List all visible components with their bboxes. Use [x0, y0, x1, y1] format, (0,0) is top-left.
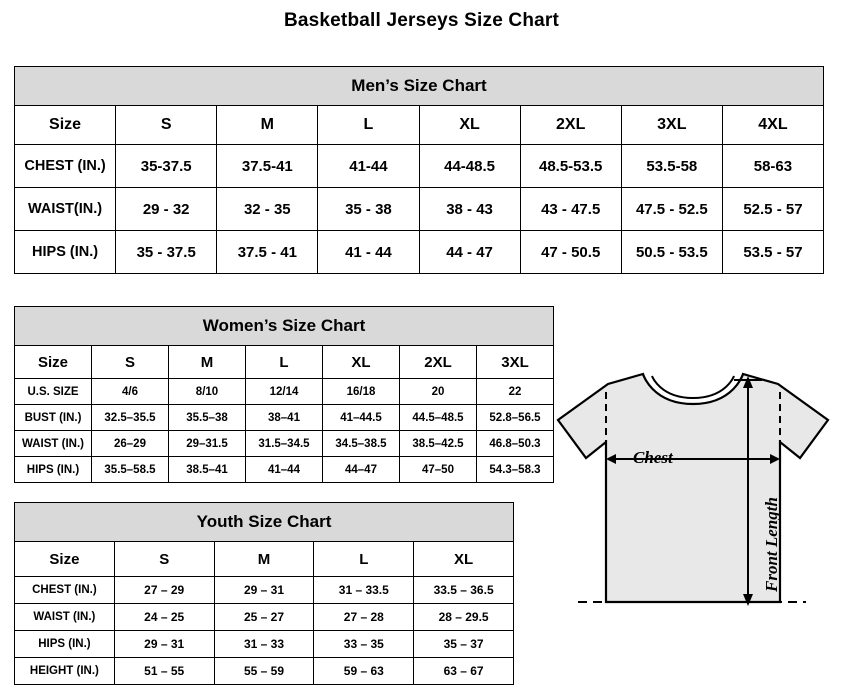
womens-col-6: 3XL	[477, 346, 554, 379]
youth-size-table	[14, 502, 514, 685]
youth-chest-m: 29 – 31	[214, 577, 314, 604]
womens-row-label-waist: WAIST (IN.)	[15, 431, 92, 457]
table-header-row	[15, 542, 514, 577]
jersey-illustration	[548, 362, 838, 682]
mens-chest-l: 41-44	[318, 145, 419, 188]
mens-row-label-waist: WAIST(IN.)	[15, 188, 116, 231]
womens-hips-xl: 44–47	[323, 457, 400, 483]
womens-row-label-hips: HIPS (IN.)	[15, 457, 92, 483]
table-caption-row	[15, 307, 554, 346]
mens-waist-l: 35 - 38	[318, 188, 419, 231]
mens-waist-s: 29 - 32	[116, 188, 217, 231]
womens-hips-s: 35.5–58.5	[92, 457, 169, 483]
mens-hips-3xl: 50.5 - 53.5	[621, 231, 722, 274]
womens-row-label-bust: BUST (IN.)	[15, 405, 92, 431]
mens-col-7: 4XL	[722, 106, 823, 145]
mens-hips-s: 35 - 37.5	[116, 231, 217, 274]
womens-waist-m: 29–31.5	[169, 431, 246, 457]
womens-hips-l: 41–44	[246, 457, 323, 483]
youth-height-s: 51 – 55	[114, 658, 214, 685]
youth-hips-s: 29 – 31	[114, 631, 214, 658]
youth-waist-s: 24 – 25	[114, 604, 214, 631]
mens-row-label-chest: CHEST (IN.)	[15, 145, 116, 188]
mens-chest-m: 37.5-41	[217, 145, 318, 188]
womens-bust-l: 38–41	[246, 405, 323, 431]
youth-row-label-hips: HIPS (IN.)	[15, 631, 115, 658]
jersey-measurement-diagram	[548, 362, 838, 682]
mens-chest-s: 35-37.5	[116, 145, 217, 188]
womens-col-4: XL	[323, 346, 400, 379]
table-caption-row	[15, 503, 514, 542]
mens-waist-4xl: 52.5 - 57	[722, 188, 823, 231]
mens-col-6: 3XL	[621, 106, 722, 145]
table-row	[15, 457, 554, 483]
youth-col-4: XL	[414, 542, 514, 577]
chest-label: Chest	[633, 448, 673, 467]
table-row	[15, 145, 824, 188]
mens-hips-4xl: 53.5 - 57	[722, 231, 823, 274]
youth-col-1: S	[114, 542, 214, 577]
womens-hips-3xl: 54.3–58.3	[477, 457, 554, 483]
mens-col-0: Size	[15, 106, 116, 145]
mens-hips-xl: 44 - 47	[419, 231, 520, 274]
youth-caption: Youth Size Chart	[15, 503, 514, 542]
front-length-label: Front Length	[762, 497, 781, 592]
mens-chest-2xl: 48.5-53.5	[520, 145, 621, 188]
womens-bust-xl: 41–44.5	[323, 405, 400, 431]
youth-chest-xl: 33.5 – 36.5	[414, 577, 514, 604]
page-title: Basketball Jerseys Size Chart	[283, 10, 560, 31]
womens-bust-3xl: 52.8–56.5	[477, 405, 554, 431]
mens-row-label-hips: HIPS (IN.)	[15, 231, 116, 274]
womens-ussize-2xl: 20	[400, 379, 477, 405]
youth-col-3: L	[314, 542, 414, 577]
mens-hips-l: 41 - 44	[318, 231, 419, 274]
womens-size-chart	[14, 306, 554, 483]
youth-waist-l: 27 – 28	[314, 604, 414, 631]
womens-bust-s: 32.5–35.5	[92, 405, 169, 431]
mens-size-chart	[14, 66, 824, 274]
table-row	[15, 231, 824, 274]
womens-col-0: Size	[15, 346, 92, 379]
table-header-row	[15, 106, 824, 145]
youth-row-label-height: HEIGHT (IN.)	[15, 658, 115, 685]
womens-waist-s: 26–29	[92, 431, 169, 457]
table-row	[15, 658, 514, 685]
youth-height-xl: 63 – 67	[414, 658, 514, 685]
mens-chest-xl: 44-48.5	[419, 145, 520, 188]
womens-waist-l: 31.5–34.5	[246, 431, 323, 457]
table-row	[15, 379, 554, 405]
youth-row-label-waist: WAIST (IN.)	[15, 604, 115, 631]
womens-bust-2xl: 44.5–48.5	[400, 405, 477, 431]
table-row	[15, 431, 554, 457]
womens-ussize-xl: 16/18	[323, 379, 400, 405]
table-header-row	[15, 346, 554, 379]
mens-size-table	[14, 66, 824, 274]
mens-col-5: 2XL	[520, 106, 621, 145]
table-row	[15, 631, 514, 658]
mens-waist-m: 32 - 35	[217, 188, 318, 231]
mens-col-2: M	[217, 106, 318, 145]
womens-bust-m: 35.5–38	[169, 405, 246, 431]
womens-col-1: S	[92, 346, 169, 379]
mens-col-1: S	[116, 106, 217, 145]
womens-col-3: L	[246, 346, 323, 379]
table-row	[15, 604, 514, 631]
table-row	[15, 188, 824, 231]
mens-hips-m: 37.5 - 41	[217, 231, 318, 274]
table-caption-row	[15, 67, 824, 106]
youth-size-chart	[14, 502, 514, 685]
womens-hips-2xl: 47–50	[400, 457, 477, 483]
womens-size-table	[14, 306, 554, 483]
mens-waist-xl: 38 - 43	[419, 188, 520, 231]
womens-waist-3xl: 46.8–50.3	[477, 431, 554, 457]
youth-waist-m: 25 – 27	[214, 604, 314, 631]
youth-hips-l: 33 – 35	[314, 631, 414, 658]
womens-ussize-s: 4/6	[92, 379, 169, 405]
table-row	[15, 405, 554, 431]
youth-height-l: 59 – 63	[314, 658, 414, 685]
womens-ussize-l: 12/14	[246, 379, 323, 405]
mens-hips-2xl: 47 - 50.5	[520, 231, 621, 274]
youth-col-0: Size	[15, 542, 115, 577]
womens-col-5: 2XL	[400, 346, 477, 379]
womens-ussize-m: 8/10	[169, 379, 246, 405]
youth-height-m: 55 – 59	[214, 658, 314, 685]
womens-caption: Women’s Size Chart	[15, 307, 554, 346]
mens-chest-3xl: 53.5-58	[621, 145, 722, 188]
youth-hips-xl: 35 – 37	[414, 631, 514, 658]
mens-chest-4xl: 58-63	[722, 145, 823, 188]
youth-col-2: M	[214, 542, 314, 577]
womens-waist-2xl: 38.5–42.5	[400, 431, 477, 457]
mens-waist-2xl: 43 - 47.5	[520, 188, 621, 231]
youth-hips-m: 31 – 33	[214, 631, 314, 658]
youth-chest-s: 27 – 29	[114, 577, 214, 604]
mens-caption: Men’s Size Chart	[15, 67, 824, 106]
mens-waist-3xl: 47.5 - 52.5	[621, 188, 722, 231]
womens-waist-xl: 34.5–38.5	[323, 431, 400, 457]
jersey-outline	[558, 374, 828, 602]
womens-hips-m: 38.5–41	[169, 457, 246, 483]
mens-col-3: L	[318, 106, 419, 145]
table-row	[15, 577, 514, 604]
youth-chest-l: 31 – 33.5	[314, 577, 414, 604]
womens-row-label-ussize: U.S. SIZE	[15, 379, 92, 405]
jersey-collar	[652, 376, 734, 398]
youth-row-label-chest: CHEST (IN.)	[15, 577, 115, 604]
mens-col-4: XL	[419, 106, 520, 145]
womens-ussize-3xl: 22	[477, 379, 554, 405]
youth-waist-xl: 28 – 29.5	[414, 604, 514, 631]
womens-col-2: M	[169, 346, 246, 379]
